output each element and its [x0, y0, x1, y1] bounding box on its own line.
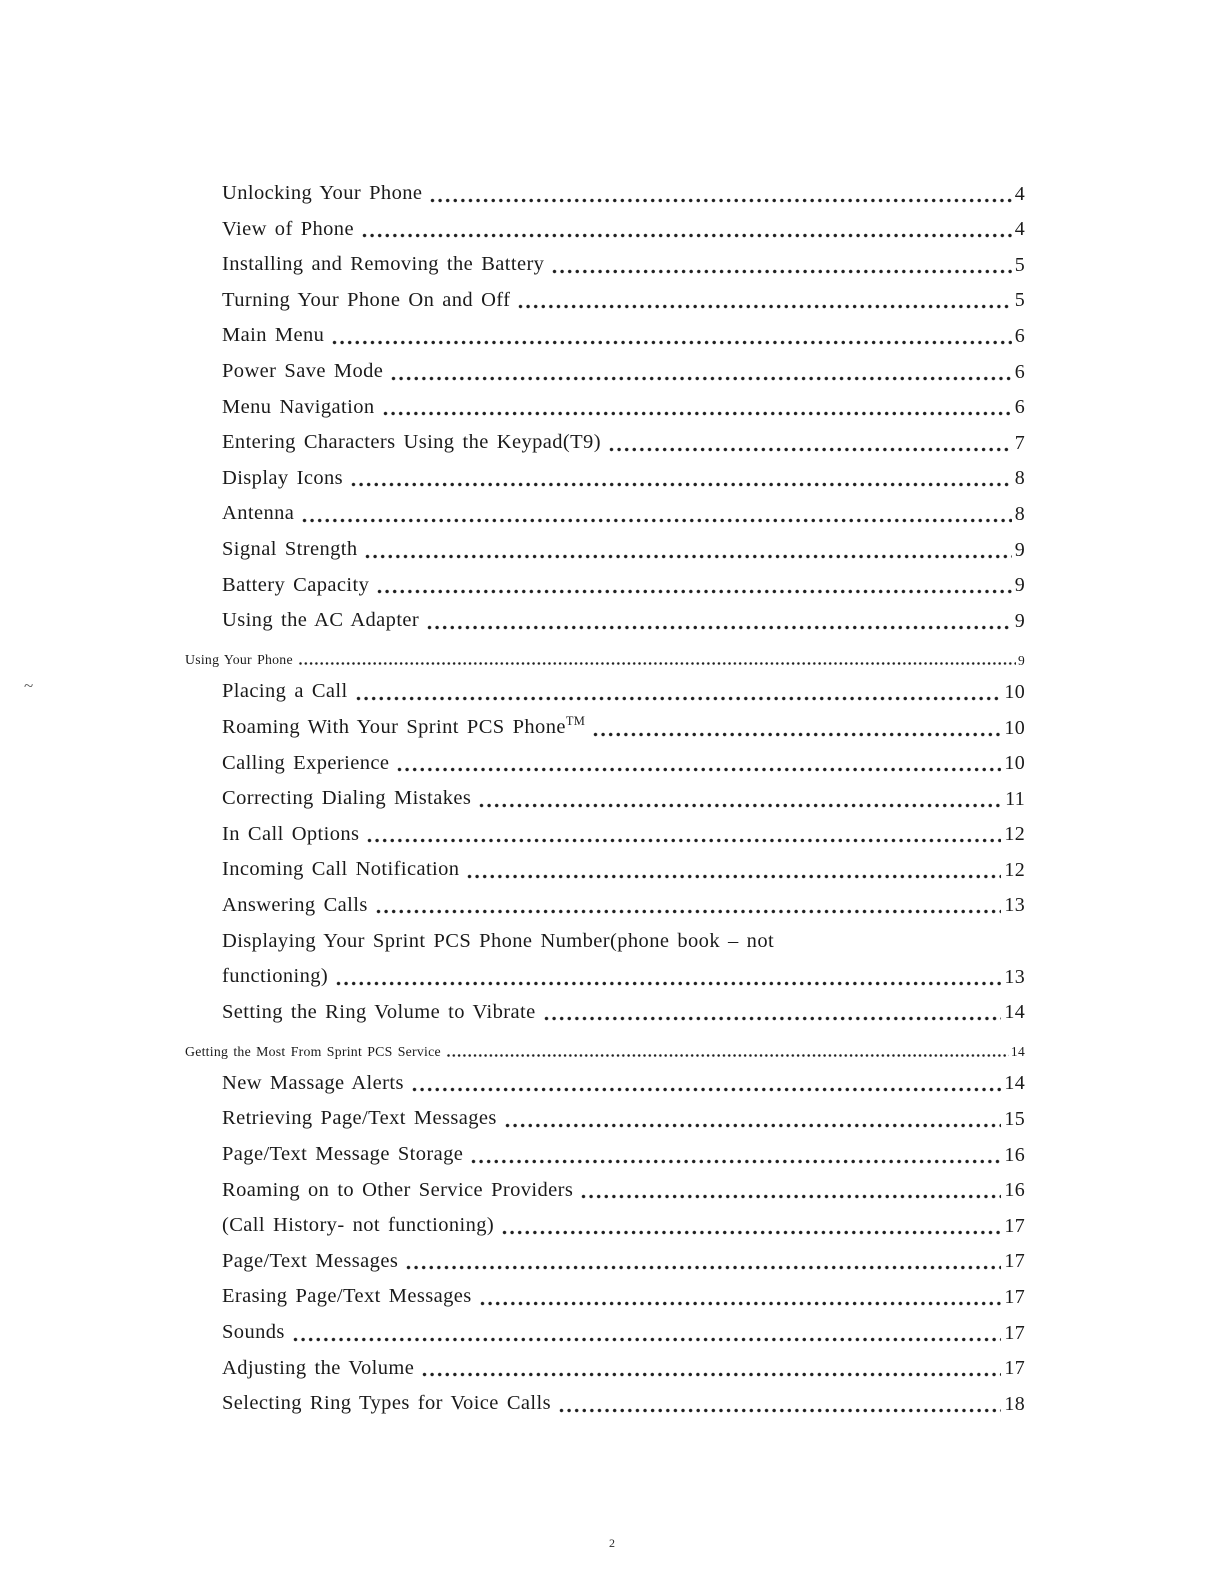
- dot-leader: [292, 1323, 1002, 1345]
- dot-leader: [366, 824, 1001, 846]
- toc-section-row: [185, 633, 1025, 669]
- dot-leader: [608, 433, 1012, 455]
- toc-page-number: 14: [1004, 1072, 1025, 1095]
- toc-page-number: 10: [1004, 716, 1025, 739]
- dot-leader: [364, 540, 1011, 562]
- toc-page-number: 16: [1004, 1143, 1025, 1166]
- dot-leader: [466, 860, 1001, 882]
- toc-entry-label: Unlocking Your Phone: [222, 182, 423, 205]
- toc-entry-label: In Call Options: [222, 822, 360, 845]
- toc-entry-label: New Massage Alerts: [222, 1071, 404, 1094]
- toc-entry-label: (Call History- not functioning): [222, 1214, 495, 1237]
- toc-page-number: 15: [1004, 1108, 1025, 1131]
- dot-leader: [355, 682, 1002, 704]
- toc-page-number: 6: [1014, 324, 1025, 347]
- toc-page-number: 9: [1014, 538, 1025, 561]
- toc-entry-label: Sounds: [222, 1321, 285, 1344]
- toc-entry-label: Menu Navigation: [222, 395, 375, 418]
- dot-leader: [592, 718, 1001, 740]
- dot-leader: [470, 1145, 1001, 1167]
- toc-entry-row: [185, 1060, 1025, 1096]
- toc-entry-label: Using the AC Adapter: [222, 609, 420, 632]
- dot-leader: [580, 1180, 1001, 1202]
- toc-entry-label: Calling Experience: [222, 751, 390, 774]
- toc-entry-label: Correcting Dialing Mistakes: [222, 787, 472, 810]
- toc-entry-label: Antenna: [222, 502, 295, 525]
- toc-entry-row: [185, 526, 1025, 562]
- toc-page-number: 17: [1004, 1321, 1025, 1344]
- toc-page-number: 6: [1014, 396, 1025, 419]
- toc-entry-row: [185, 490, 1025, 526]
- toc-entry-row: [185, 1131, 1025, 1167]
- toc-entry-row: [185, 1273, 1025, 1309]
- dot-leader: [543, 1002, 1002, 1024]
- dot-leader: [396, 753, 1001, 775]
- toc-entry-row: [185, 562, 1025, 598]
- dot-leader: [517, 290, 1011, 312]
- toc-entry-row: [185, 704, 1025, 740]
- dot-leader: [426, 611, 1012, 633]
- toc-page-number: 8: [1014, 467, 1025, 490]
- toc-entry-row: [185, 455, 1025, 491]
- toc-entry-label: Incoming Call Notification: [222, 858, 460, 881]
- toc-entry-row: [185, 206, 1025, 242]
- toc-entry-row: [185, 1238, 1025, 1274]
- toc-page-number: 12: [1004, 858, 1025, 881]
- toc-page-number: 7: [1014, 431, 1025, 454]
- toc-entry-label: Main Menu: [222, 324, 325, 347]
- toc-entry-label: Power Save Mode: [222, 360, 384, 382]
- toc-list: [185, 170, 1025, 1416]
- toc-page-number: 9: [1017, 652, 1025, 668]
- toc-entry-row: [185, 1167, 1025, 1203]
- toc-entry-label: Getting the Most From Sprint PCS Service: [185, 1043, 441, 1059]
- toc-page-number: 13: [1004, 894, 1025, 917]
- toc-entry-row: [185, 1345, 1025, 1381]
- toc-entry-label: Roaming on to Other Service Providers: [222, 1178, 574, 1201]
- dot-leader: [421, 1358, 1001, 1380]
- dot-leader: [405, 1251, 1001, 1273]
- dot-leader: [331, 326, 1011, 348]
- toc-entry-row: [185, 419, 1025, 455]
- toc-entry-row: [185, 882, 1025, 918]
- toc-entry-label: Entering Characters Using the Keypad(T9): [222, 431, 601, 454]
- toc-page-number: 18: [1004, 1392, 1025, 1415]
- toc-entry-label: Selecting Ring Types for Voice Calls: [222, 1392, 551, 1415]
- toc-page-number: 10: [1004, 680, 1025, 703]
- toc-entry-label: Battery Capacity: [222, 573, 370, 596]
- toc-entry-label: Display Icons: [222, 466, 344, 489]
- dot-leader: [335, 967, 1001, 989]
- trademark-superscript: TM: [565, 714, 586, 729]
- toc-entry-row: [185, 312, 1025, 348]
- toc-entry-row: [185, 1095, 1025, 1131]
- toc-page-number: 17: [1004, 1357, 1025, 1380]
- toc-page-number: 5: [1014, 289, 1025, 312]
- dot-leader: [361, 219, 1012, 241]
- toc-section-row: [185, 1024, 1025, 1060]
- dot-leader: [478, 789, 1002, 811]
- toc-page-number: 9: [1014, 574, 1025, 597]
- toc-page-number: 4: [1014, 182, 1025, 205]
- toc-page-number: 5: [1014, 253, 1025, 276]
- toc-entry-row: [185, 917, 1025, 953]
- toc-page-number: 12: [1004, 823, 1025, 846]
- dot-leader: [429, 184, 1011, 206]
- toc-entry-row: [185, 775, 1025, 811]
- dot-leader: [375, 895, 1002, 917]
- dot-leader: [446, 1038, 1009, 1060]
- toc-entry-row: [185, 668, 1025, 704]
- toc-entry-label: Placing a Call: [222, 680, 348, 703]
- toc-page-number: 14: [1010, 1044, 1025, 1060]
- toc-entry-row: [185, 1202, 1025, 1238]
- toc-entry-row: [185, 989, 1025, 1025]
- toc-entry-label: Roaming With Your Sprint PCS Phone™: [222, 714, 586, 738]
- toc-entry-row: [185, 846, 1025, 882]
- toc-entry-row: [185, 1309, 1025, 1345]
- footer-page-number: 2: [609, 1536, 615, 1550]
- toc-entry-label: Page/Text Message Storage: [222, 1143, 464, 1166]
- toc-page-number: 17: [1004, 1214, 1025, 1237]
- toc-entry-label: Page/Text Messages: [222, 1249, 399, 1272]
- toc-entry-row: [185, 384, 1025, 420]
- dot-leader: [301, 504, 1011, 526]
- toc-page-number: 6: [1014, 360, 1025, 383]
- dot-leader: [376, 575, 1011, 597]
- toc-entry-row: [185, 277, 1025, 313]
- dot-leader: [390, 362, 1011, 384]
- toc-page-number: 10: [1004, 752, 1025, 775]
- toc-page-number: 9: [1014, 609, 1025, 632]
- toc-entry-row: [185, 1380, 1025, 1416]
- toc-entry-label: Retrieving Page/Text Messages: [222, 1107, 497, 1130]
- toc-entry-row: [185, 348, 1025, 384]
- toc-page-number: 4: [1014, 218, 1025, 241]
- toc-page-number: 17: [1004, 1286, 1025, 1308]
- toc-entry-row: [185, 597, 1025, 633]
- dot-leader: [504, 1109, 1002, 1131]
- toc-entry-label: Setting the Ring Volume to Vibrate: [222, 1000, 536, 1023]
- toc-entry-label: functioning): [222, 965, 329, 988]
- toc-entry-row: [185, 170, 1025, 206]
- dot-leader: [479, 1287, 1002, 1309]
- toc-entry-row: [185, 241, 1025, 277]
- toc-entry-label: Answering Calls: [222, 893, 368, 916]
- toc-entry-row: [185, 811, 1025, 847]
- dot-leader: [501, 1216, 1001, 1238]
- toc-entry-label: Turning Your Phone On and Off: [222, 288, 511, 311]
- dot-leader: [382, 397, 1012, 419]
- toc-page-number: 13: [1004, 965, 1025, 988]
- toc-entry-label: Adjusting the Volume: [222, 1356, 415, 1379]
- margin-scan-artifact: ~: [24, 676, 34, 695]
- dot-leader: [411, 1073, 1002, 1095]
- toc-entry-label: View of Phone: [222, 217, 354, 240]
- toc-entry-label: Installing and Removing the Battery: [222, 253, 545, 276]
- dot-leader: [558, 1394, 1001, 1416]
- toc-page-number: 17: [1004, 1250, 1025, 1273]
- toc-entry-label: Erasing Page/Text Messages: [222, 1285, 472, 1308]
- toc-entry-row: [185, 740, 1025, 776]
- toc-entry-label: Signal Strength: [222, 537, 358, 560]
- dot-leader: [298, 646, 1016, 668]
- dot-leader: [551, 255, 1011, 277]
- toc-page-number: 8: [1014, 502, 1025, 525]
- toc-page-number: 14: [1004, 1001, 1025, 1024]
- toc-page-number: 16: [1004, 1179, 1025, 1202]
- toc-entry-label: Using Your Phone: [185, 652, 293, 668]
- toc-page-number: 11: [1005, 787, 1025, 810]
- dot-leader: [350, 468, 1012, 490]
- toc-entry-row: [185, 953, 1025, 989]
- toc-entry-label: Displaying Your Sprint PCS Phone Number(phone book – not: [222, 929, 775, 952]
